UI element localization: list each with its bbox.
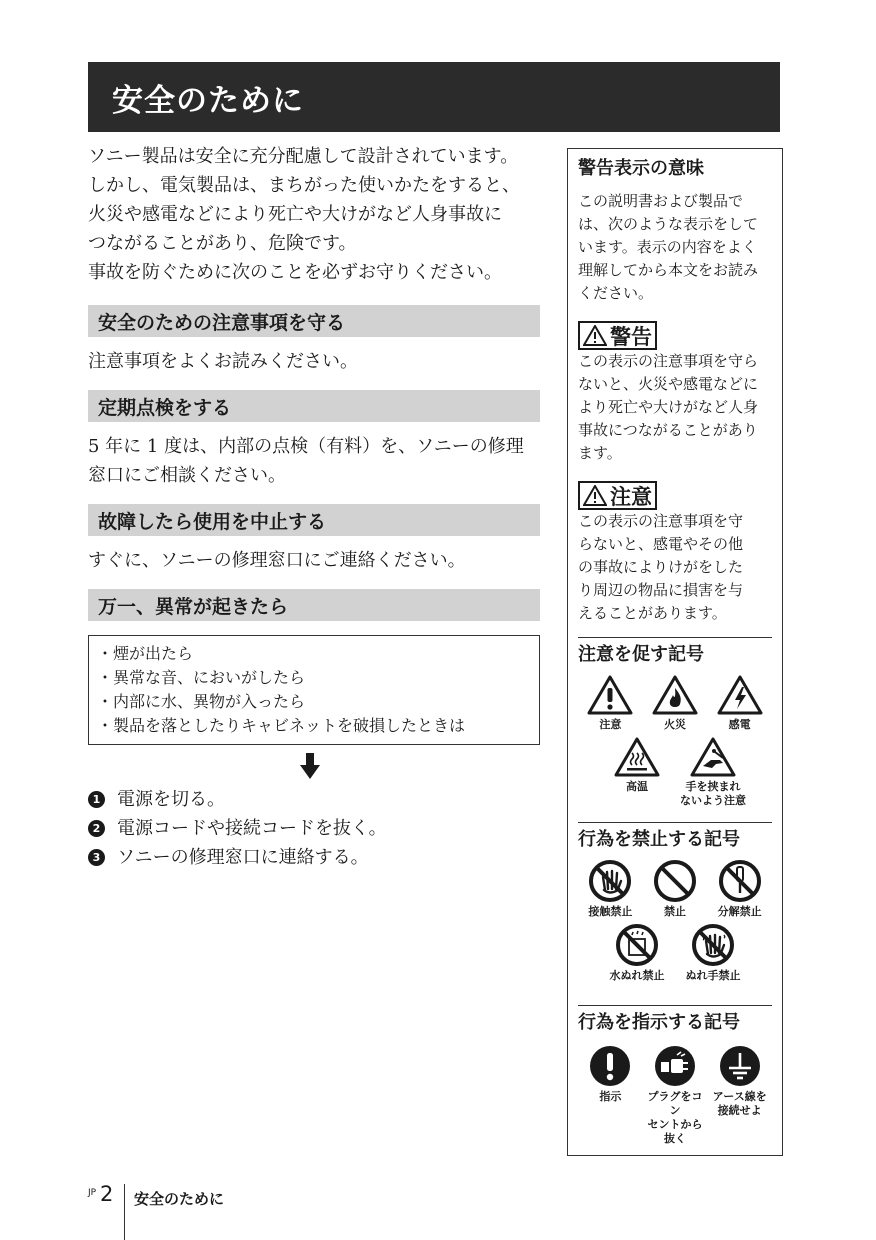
divider [578,822,772,823]
page-number: 2 [100,1182,114,1206]
emergency-conditions-box [88,635,540,745]
section-body [88,546,540,575]
section-line: 窓口にご相談ください。 [88,465,286,486]
emergency-item: ・製品を落としたりキャビネットを破損したときは [97,716,466,735]
fire-icon [651,674,699,716]
section-line: 注意事項をよくお読みください。 [88,351,358,372]
intro-line: 火災や感電などにより死亡や大けがなど人身事故に [88,204,502,225]
symbol-label: 注意 [599,718,622,731]
section-body [88,432,540,490]
symbol-label: プラグをコン セントから抜く [647,1090,703,1145]
symbol-label: 接触禁止 [588,905,633,918]
step-number: 2 [88,820,105,837]
footer-section-title: 安全のために [134,1190,225,1208]
ground-icon [718,1044,762,1088]
symbol-label: 火災 [664,718,686,731]
section-line: すぐに、ソニーの修理窓口にご連絡ください。 [88,550,466,571]
emergency-item: ・内部に水、異物が入ったら [97,692,306,711]
symbol-instruction [578,1044,643,1146]
lightning-icon [716,674,764,716]
warning-legend-sidebar [567,148,783,1156]
step-text: ソニーの修理窓口に連絡する。 [117,847,369,868]
intro-line: つながることがあり、危険です。 [88,233,357,254]
warning-description [578,350,772,465]
symbol-no-touch [578,859,643,919]
prohibit-symbols-row [578,859,772,919]
divider [578,637,772,638]
caution-line: らないと、感電やその他 [578,535,744,553]
caution-exclamation-icon [586,674,634,716]
symbol-high-temperature [604,736,670,808]
warning-line: より死亡や大けがなど人身 [578,398,759,416]
instruct-symbols-row [578,1044,772,1146]
section-line: 5 年に 1 度は、内部の点検（有料）を、ソニーの修理 [88,436,524,457]
emergency-item: ・異常な音、においがしたら [97,668,306,687]
symbol-pinch-hazard [680,736,746,808]
step-number: 3 [88,849,105,866]
hand-pinch-icon [689,736,737,778]
intro-line: 事故を防ぐために次のことを必ずお守りください。 [88,262,502,283]
caution-symbols-heading: 注意を促す記号 [578,644,704,665]
sidebar-heading: 警告表示の意味 [578,158,704,179]
warning-line: 事故につながることがあり [578,421,758,439]
warning-line: ないと、火災や感電などに [578,375,759,393]
caution-line: えることがあります。 [578,604,727,622]
page-prefix: JP [88,1188,97,1198]
prohibit-symbols-heading: 行為を禁止する記号 [578,829,740,850]
step-item [88,814,540,843]
intro-line: しかし、電気製品は、まちがった使いかたをすると、 [88,175,520,196]
no-disassembly-icon [718,859,762,903]
sidebar-intro-line: ください。 [578,284,654,302]
down-arrow-icon [300,753,320,779]
section-heading-malfunction: 故障したら使用を中止する [88,504,540,536]
instruction-exclamation-icon [588,1044,632,1088]
section-heading-emergency: 万一、異常が起きたら [88,589,540,621]
sidebar-intro-line: この説明書および製品で [578,192,744,210]
symbol-label: 水ぬれ禁止 [609,969,665,982]
prohibited-icon [653,859,697,903]
symbol-no-disassembly [707,859,772,919]
warning-line: この表示の注意事項を守ら [578,352,759,370]
sidebar-intro-line: 理解してから本文をお読み [578,261,759,279]
step-item [88,843,540,872]
symbol-label: アース線を 接続せよ [712,1090,767,1117]
no-water-icon [615,923,659,967]
warning-triangle-icon [583,485,607,506]
caution-label: 注意 [610,484,652,509]
symbol-label: 手を挟まれ ないよう注意 [680,780,746,807]
symbol-label: ぬれ手禁止 [685,969,741,982]
warning-label: 警告 [610,324,652,349]
symbol-label: 指示 [599,1090,622,1103]
no-touch-icon [588,859,632,903]
symbol-prohibited [643,859,708,919]
sidebar-intro [578,190,772,305]
caution-label-box [578,481,657,510]
emergency-item: ・煙が出たら [97,644,194,663]
section-heading-precautions: 安全のための注意事項を守る [88,305,540,337]
warning-triangle-icon [583,325,607,346]
symbol-electric-shock [707,674,772,732]
warning-label-box [578,321,657,350]
caution-line: の事故によりけがをした [578,558,744,576]
caution-description [578,510,772,625]
step-item [88,785,540,814]
steps-list [88,785,540,872]
section-heading-inspection: 定期点検をする [88,390,540,422]
page-title: 安全のために [88,62,780,132]
instruct-symbols-heading: 行為を指示する記号 [578,1012,740,1033]
caution-symbols-row [578,674,772,732]
sidebar-intro-line: は、次のような表示をして [578,215,759,233]
caution-symbols-row-2 [578,736,772,808]
caution-line: この表示の注意事項を守 [578,512,744,530]
symbol-no-water [604,923,670,983]
no-wet-hands-icon [691,923,735,967]
symbol-ground [707,1044,772,1146]
step-number: 1 [88,791,105,808]
symbol-label: 禁止 [664,905,686,918]
footer-divider [124,1184,125,1240]
symbol-label: 高温 [626,780,648,793]
warning-line: ます。 [578,444,622,462]
step-text: 電源コードや接続コードを抜く。 [117,818,387,839]
symbol-label: 分解禁止 [717,905,762,918]
unplug-icon [653,1044,697,1088]
symbol-unplug [643,1044,708,1146]
prohibit-symbols-row-2 [578,923,772,983]
main-column [88,142,540,872]
section-body [88,347,540,376]
intro-line: ソニー製品は安全に充分配慮して設計されています。 [88,146,519,167]
step-text: 電源を切る。 [117,789,225,810]
intro-text [88,142,540,287]
symbol-no-wet-hands [680,923,746,983]
symbol-label: 感電 [728,718,751,731]
divider [578,1005,772,1006]
caution-line: り周辺の物品に損害を与 [578,581,744,599]
hot-surface-icon [613,736,661,778]
symbol-fire [643,674,708,732]
symbol-caution [578,674,643,732]
sidebar-intro-line: います。表示の内容をよく [578,238,757,256]
